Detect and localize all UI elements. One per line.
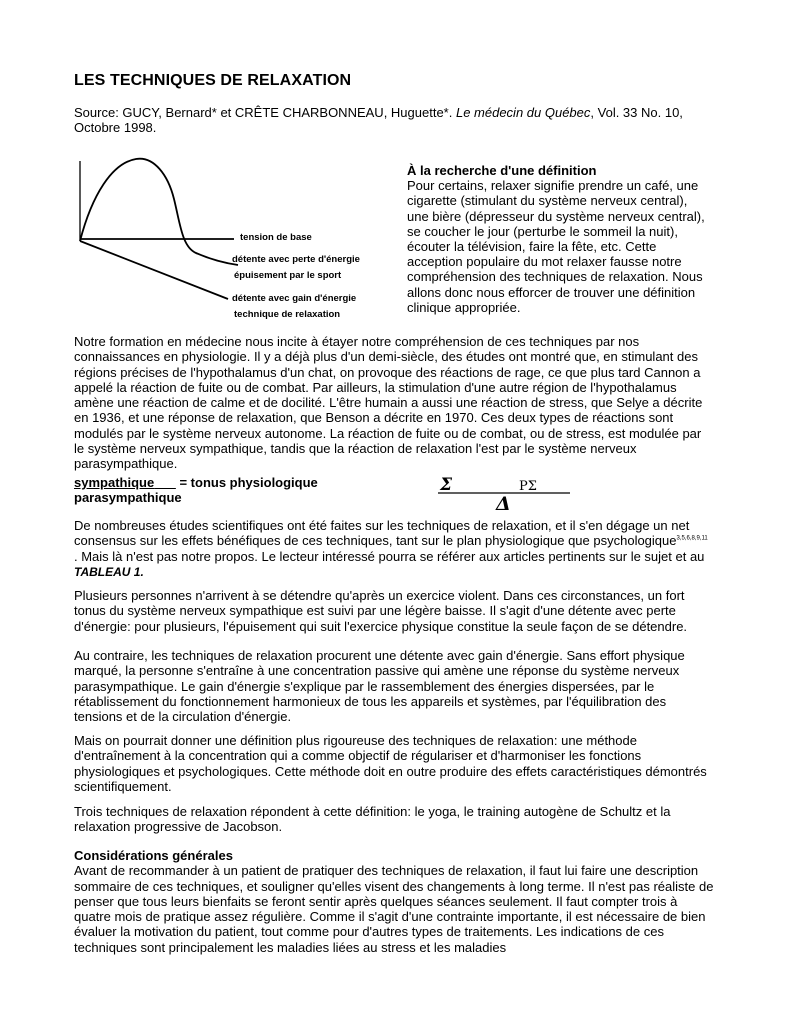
studies-text-1: De nombreuses études scientifiques ont été faites sur les techniques de relaxation, et il s'en dégage un net consensus sur les effets bénéfiques de ces techniques, tant sur le plan physiologique que psychologique <box>74 518 690 549</box>
studies-text-2: . Mais là n'est pas notre propos. Le lecteur intéressé pourra se référer aux articles pertinents sur le sujet et au <box>74 548 705 564</box>
sigma-symbol: Σ <box>440 475 453 495</box>
label-detente-perte: détente avec perte d'énergie <box>232 254 360 265</box>
tonus-formula <box>74 475 318 505</box>
source-prefix: Source: GUCY, Bernard* et CRÊTE CHARBONNEAU, Huguette*. <box>74 105 456 120</box>
formula-equals: = tonus physiologique <box>175 475 318 490</box>
source-suffix: , Vol. 33 No. 10, Octobre 1998. <box>74 105 683 136</box>
definition-section <box>407 163 707 315</box>
label-epuisement: épuisement par le sport <box>234 270 342 281</box>
paragraph-energy-gain: Au contraire, les techniques de relaxation procurent une détente avec gain d'énergie. Sans effort physique marqué, la personne s'entraîne à une concentration passive qui amène une réponse du système nerveux parasympathique. Le gain d'énergie s'explique par le rassemblement des énergies dispersées, par le rétablissement du fonctionnement harmonieux de tous les appareils et systèmes, par l'équilibration des tensions et de la circulation d'énergie. <box>74 648 685 725</box>
source-journal: Le médecin du Québec <box>455 105 591 120</box>
paragraph-physiology: Notre formation en médecine nous incite à étayer notre compréhension de ces techniques par nos connaissances en physiologie. Il y a déjà plus d'un demi-siècle, des études ont montré que, en stimulant des régions précises de l'hypothalamus d'un chat, on provoque des réactions de rage, ce que plus tard Cannon a appelé la réaction de fuite ou de combat. Par ailleurs, la stimulation d'une autre région de l'hypothalamus amène une réaction de calme et de docilité. L'être humain a aussi une réaction de stress, que Selye a décrite en 1936, et une réponse de relaxation, que Benson a décrite en 1970. Ces deux types de réactions sont modulés par le système nerveux autonome. La réaction de fuite ou de combat, ou de stress, est modulée par le système nerveux sympathique, tandis que la réaction de relaxation l'est par le système nerveux parasympathique. <box>74 334 703 472</box>
source-citation <box>74 105 714 136</box>
label-detente-gain: détente avec gain d'énergie <box>232 293 357 304</box>
considerations-text: Avant de recommander à un patient de pratiquer des techniques de relaxation, il faut lui faire une description sommaire de ces techniques, et souligner qu'elles visent des changements à long terme. Il n'est pas réaliste de penser que tous leurs bienfaits se feront sentir après quelques séances seulement. Il faut compter trois à quatre mois de pratique assez régulière. Comme il s'agit d'une contrainte importante, il est nécessaire de bien évaluer la motivation du patient, tout comme pour d'autres types de traitements. Les indications de ces techniques sont principalement les maladies liées au stress et les maladies <box>74 863 714 955</box>
document-title: LES TECHNIQUES DE RELAXATION <box>74 72 352 89</box>
formula-denominator: parasympathique <box>74 490 182 505</box>
paragraph-exercise: Plusieurs personnes n'arrivent à se détendre qu'après un exercice violent. Dans ces circonstances, un fort tonus du système nerveux sympathique est suivi par une légère baisse. Il s'agit d'une détente avec perte d'énergie: pour plusieurs, l'épuisement qui suit l'exercice physique constitue la seule façon de se détendre. <box>74 588 688 634</box>
symbolic-formula <box>430 472 590 512</box>
relaxation-diagram <box>74 155 384 325</box>
considerations-section <box>74 848 714 955</box>
definition-text: Pour certains, relaxer signifie prendre un café, une cigarette (stimulant du système nerveux central), une bière (dépresseur du système nerveux central), se coucher le jour (perturbe le sommeil la nuit), écouter la télévision, faire la fête, etc. Cette acception populaire du mot relaxer fausse notre compréhension des techniques de relaxation. Nous allons donc nous efforcer de trouver une définition clinique appropriée. <box>407 178 705 315</box>
paragraph-three-techniques: Trois techniques de relaxation répondent à cette définition: le yoga, le training autogène de Schultz et la relaxation progressive de Jacobson. <box>74 804 671 835</box>
p-sigma-symbol: PΣ <box>519 479 537 494</box>
energy-gain-line <box>80 241 228 299</box>
paragraph-definition: Mais on pourrait donner une définition plus rigoureuse des techniques de relaxation: une méthode d'entraînement à la concentration qui a comme objectif de régulariser et d'harmoniser les fonctions physiologiques et psychologiques. Cette méthode doit en outre produire des effets caractéristiques démontrés scientifiquement. <box>74 733 707 794</box>
label-technique-relaxation: technique de relaxation <box>234 309 341 320</box>
definition-heading: À la recherche d'une définition <box>407 163 597 178</box>
delta-symbol: Δ <box>496 493 511 512</box>
table-reference: TABLEAU 1. <box>74 564 144 579</box>
label-tension-base: tension de base <box>240 232 312 243</box>
considerations-heading: Considérations générales <box>74 848 233 863</box>
studies-references: 3,5,6,8,9,11 <box>676 535 708 542</box>
energy-loss-curve <box>80 159 238 265</box>
paragraph-studies <box>74 518 714 580</box>
formula-numerator: sympathique <box>74 475 155 490</box>
